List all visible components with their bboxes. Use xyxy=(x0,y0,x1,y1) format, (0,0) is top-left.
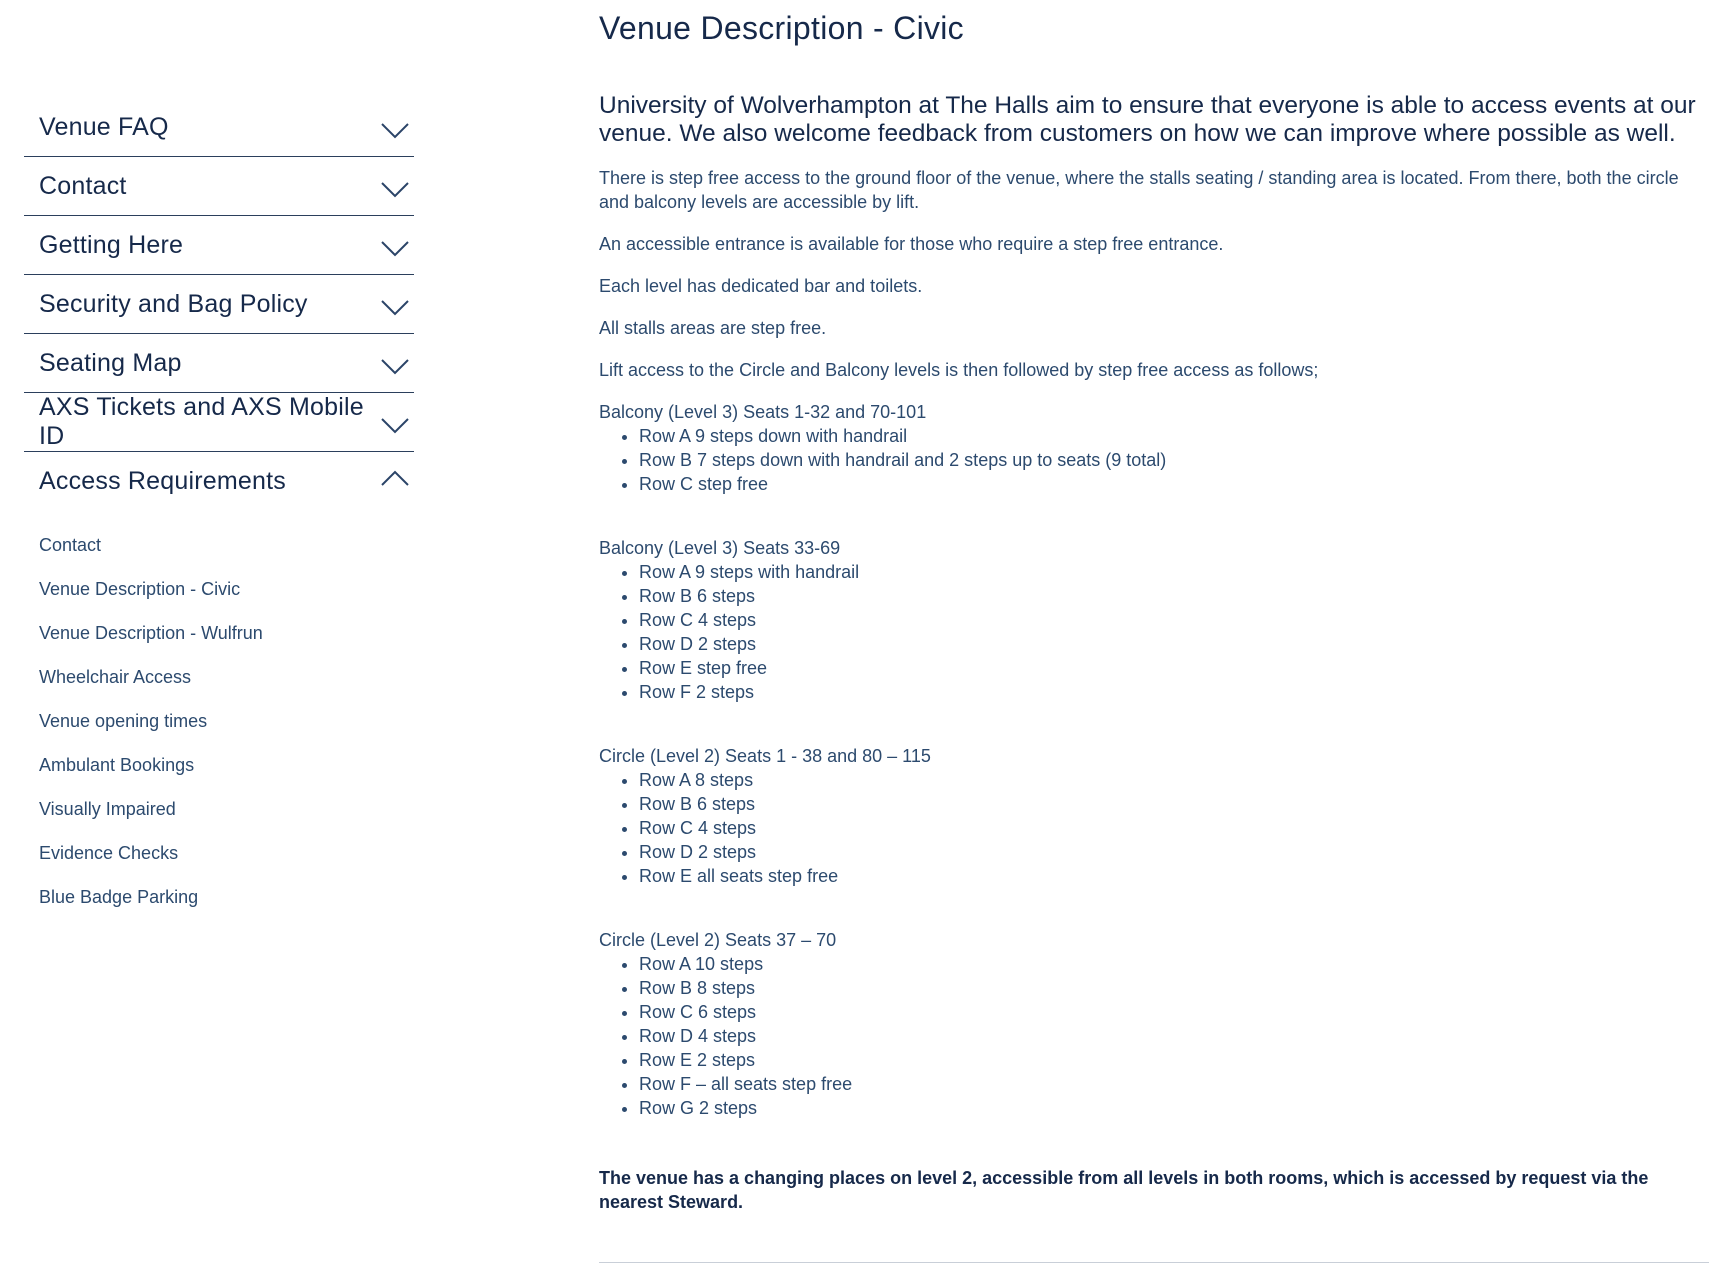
row-item: • Row B 7 steps down with handrail and 2 steps up to seats (9 total) xyxy=(639,448,1699,472)
row-list xyxy=(599,424,1699,496)
accordion-label: Security and Bag Policy xyxy=(39,289,308,318)
sidebar-accordion xyxy=(24,98,414,929)
seating-group-heading: Balcony (Level 3) Seats 33-69 xyxy=(599,538,841,558)
submenu-link-evidence-checks[interactable]: Evidence Checks xyxy=(39,843,179,863)
accordion-label: AXS Tickets and AXS Mobile ID xyxy=(39,393,364,450)
seating-group-heading: Balcony (Level 3) Seats 1-32 and 70-101 xyxy=(599,402,927,422)
accordion-security-bag-policy[interactable] xyxy=(24,275,414,334)
seating-group-heading: Circle (Level 2) Seats 37 – 70 xyxy=(599,930,837,950)
seating-group xyxy=(599,400,1699,496)
changing-places-note: The venue has a changing places on level 2, accessible from all levels in both rooms, which is accessed by request via the nearest Steward. xyxy=(599,1168,1649,1212)
chevron-down-icon[interactable] xyxy=(380,238,410,258)
row-item: • Row E all seats step free xyxy=(639,864,1699,888)
seating-group xyxy=(599,536,1699,704)
chevron-down-icon[interactable] xyxy=(380,179,410,199)
accordion-getting-here[interactable] xyxy=(24,216,414,275)
row-item: • Row F 2 steps xyxy=(639,680,1699,704)
row-item: • Row D 2 steps xyxy=(639,840,1699,864)
row-item: • Row C step free xyxy=(639,472,1699,496)
accordion-contact[interactable] xyxy=(24,157,414,216)
accordion-label: Venue FAQ xyxy=(39,112,169,141)
main-content xyxy=(599,0,1699,1214)
submenu-link-blue-badge-parking[interactable]: Blue Badge Parking xyxy=(39,887,199,907)
row-item: • Row D 4 steps xyxy=(639,1024,1699,1048)
body-paragraph: There is step free access to the ground floor of the venue, where the stalls seating / standing area is located. From there, both the circle and balcony levels are accessible by lift. xyxy=(599,168,1679,212)
body-paragraph: Each level has dedicated bar and toilets. xyxy=(599,276,923,296)
chevron-down-icon[interactable] xyxy=(380,415,410,435)
row-item: • Row A 9 steps down with handrail xyxy=(639,424,1699,448)
row-item: • Row G 2 steps xyxy=(639,1096,1699,1120)
row-item: • Row B 6 steps xyxy=(639,792,1699,816)
accordion-label: Getting Here xyxy=(39,230,184,259)
row-item: • Row B 8 steps xyxy=(639,976,1699,1000)
submenu-link-venue-opening-times[interactable]: Venue opening times xyxy=(39,711,208,731)
chevron-down-icon[interactable] xyxy=(380,356,410,376)
chevron-down-icon[interactable] xyxy=(380,297,410,317)
chevron-up-icon[interactable] xyxy=(380,469,410,489)
row-item: • Row B 6 steps xyxy=(639,584,1699,608)
seating-group xyxy=(599,744,1699,888)
submenu-link-visually-impaired[interactable]: Visually Impaired xyxy=(39,799,176,819)
row-item: • Row C 4 steps xyxy=(639,608,1699,632)
seating-group xyxy=(599,928,1699,1120)
content-divider xyxy=(599,1262,1709,1263)
submenu-link-ambulant-bookings[interactable]: Ambulant Bookings xyxy=(39,755,195,775)
accordion-label: Seating Map xyxy=(39,348,182,377)
row-item: • Row A 10 steps xyxy=(639,952,1699,976)
row-item: • Row D 2 steps xyxy=(639,632,1699,656)
submenu-link-contact[interactable]: Contact xyxy=(39,535,102,555)
row-list xyxy=(599,952,1699,1120)
submenu-link-venue-description-wulfrun[interactable]: Venue Description - Wulfrun xyxy=(39,623,263,643)
row-item: • Row C 4 steps xyxy=(639,816,1699,840)
submenu-link-venue-description-civic[interactable]: Venue Description - Civic xyxy=(39,579,241,599)
accordion-seating-map[interactable] xyxy=(24,334,414,393)
accordion-axs-tickets[interactable] xyxy=(24,393,414,452)
chevron-down-icon[interactable] xyxy=(380,120,410,140)
access-requirements-submenu xyxy=(24,511,414,929)
accordion-venue-faq[interactable] xyxy=(24,98,414,157)
row-list xyxy=(599,768,1699,888)
accordion-label: Contact xyxy=(39,171,127,200)
row-item: • Row C 6 steps xyxy=(639,1000,1699,1024)
page-title: Venue Description - Civic xyxy=(599,10,964,46)
body-paragraph: An accessible entrance is available for those who require a step free entrance. xyxy=(599,234,1224,254)
row-item: • Row E step free xyxy=(639,656,1699,680)
lead-paragraph: University of Wolverhampton at The Halls aim to ensure that everyone is able to access events at our venue. We also welcome feedback from customers on how we can improve where possible as well. xyxy=(599,92,1696,147)
row-list xyxy=(599,560,1699,704)
body-paragraph: All stalls areas are step free. xyxy=(599,318,827,338)
body-paragraph: Lift access to the Circle and Balcony levels is then followed by step free access as follows; xyxy=(599,360,1319,380)
submenu-link-wheelchair-access[interactable]: Wheelchair Access xyxy=(39,667,192,687)
row-item: • Row A 9 steps with handrail xyxy=(639,560,1699,584)
seating-group-heading: Circle (Level 2) Seats 1 - 38 and 80 – 115 xyxy=(599,746,931,766)
row-item: • Row A 8 steps xyxy=(639,768,1699,792)
accordion-label: Access Requirements xyxy=(39,467,286,495)
row-item: • Row E 2 steps xyxy=(639,1048,1699,1072)
row-item: • Row F – all seats step free xyxy=(639,1072,1699,1096)
accordion-access-requirements[interactable] xyxy=(24,452,414,511)
